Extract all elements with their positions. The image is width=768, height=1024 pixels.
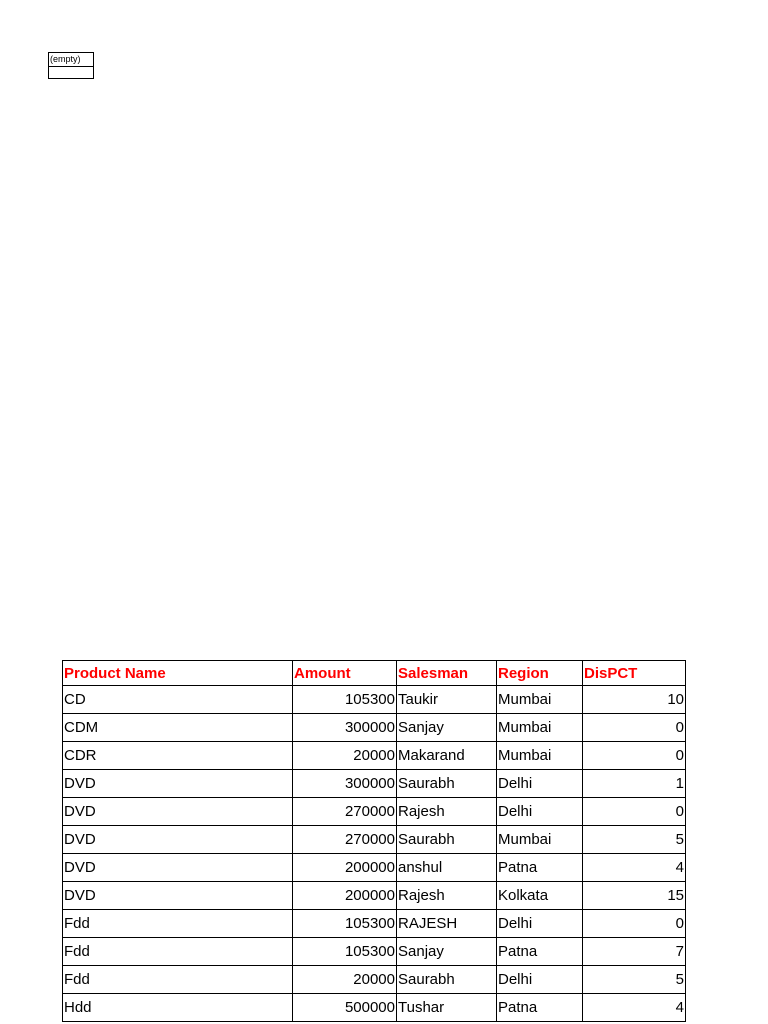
table-row <box>63 714 686 742</box>
cell-salesman[interactable]: Rajesh <box>397 798 497 826</box>
cell-product-name[interactable]: DVD <box>63 798 293 826</box>
cell-amount[interactable]: 105300 <box>293 938 397 966</box>
cell-dispct[interactable]: 1 <box>583 770 686 798</box>
cell-amount[interactable]: 300000 <box>293 714 397 742</box>
cell-dispct[interactable]: 0 <box>583 742 686 770</box>
empty-placeholder-box <box>48 52 94 79</box>
cell-amount[interactable]: 270000 <box>293 798 397 826</box>
header-dispct[interactable]: DisPCT <box>583 661 686 686</box>
header-product-name[interactable]: Product Name <box>63 661 293 686</box>
empty-label: (empty) <box>49 53 93 67</box>
cell-product-name[interactable]: Fdd <box>63 938 293 966</box>
cell-amount[interactable]: 300000 <box>293 770 397 798</box>
cell-dispct[interactable]: 5 <box>583 826 686 854</box>
table-row <box>63 686 686 714</box>
cell-salesman[interactable]: Saurabh <box>397 770 497 798</box>
table-row <box>63 798 686 826</box>
cell-salesman[interactable]: RAJESH <box>397 910 497 938</box>
cell-product-name[interactable]: Fdd <box>63 910 293 938</box>
cell-salesman[interactable]: Makarand <box>397 742 497 770</box>
cell-region[interactable]: Mumbai <box>497 686 583 714</box>
table-row <box>63 882 686 910</box>
cell-amount[interactable]: 20000 <box>293 742 397 770</box>
cell-region[interactable]: Patna <box>497 854 583 882</box>
cell-dispct[interactable]: 10 <box>583 686 686 714</box>
cell-dispct[interactable]: 4 <box>583 994 686 1022</box>
cell-dispct[interactable]: 0 <box>583 910 686 938</box>
cell-amount[interactable]: 20000 <box>293 966 397 994</box>
table-row <box>63 966 686 994</box>
cell-region[interactable]: Mumbai <box>497 714 583 742</box>
cell-region[interactable]: Delhi <box>497 770 583 798</box>
table-row <box>63 938 686 966</box>
cell-product-name[interactable]: DVD <box>63 882 293 910</box>
cell-amount[interactable]: 200000 <box>293 882 397 910</box>
cell-salesman[interactable]: Tushar <box>397 994 497 1022</box>
table-row <box>63 994 686 1022</box>
table-row <box>63 770 686 798</box>
cell-salesman[interactable]: Rajesh <box>397 882 497 910</box>
header-row <box>63 661 686 686</box>
cell-region[interactable]: Delhi <box>497 966 583 994</box>
table-row <box>63 826 686 854</box>
cell-salesman[interactable]: Taukir <box>397 686 497 714</box>
cell-dispct[interactable]: 0 <box>583 798 686 826</box>
cell-dispct[interactable]: 5 <box>583 966 686 994</box>
table-row <box>63 854 686 882</box>
cell-region[interactable]: Delhi <box>497 910 583 938</box>
cell-amount[interactable]: 270000 <box>293 826 397 854</box>
cell-salesman[interactable]: anshul <box>397 854 497 882</box>
cell-region[interactable]: Delhi <box>497 798 583 826</box>
cell-dispct[interactable]: 7 <box>583 938 686 966</box>
cell-region[interactable]: Mumbai <box>497 742 583 770</box>
table-row <box>63 742 686 770</box>
table-row <box>63 910 686 938</box>
cell-amount[interactable]: 200000 <box>293 854 397 882</box>
cell-salesman[interactable]: Saurabh <box>397 966 497 994</box>
cell-region[interactable]: Patna <box>497 938 583 966</box>
cell-region[interactable]: Kolkata <box>497 882 583 910</box>
cell-salesman[interactable]: Saurabh <box>397 826 497 854</box>
cell-product-name[interactable]: Fdd <box>63 966 293 994</box>
cell-region[interactable]: Mumbai <box>497 826 583 854</box>
data-table <box>62 660 686 1022</box>
cell-amount[interactable]: 105300 <box>293 686 397 714</box>
header-salesman[interactable]: Salesman <box>397 661 497 686</box>
cell-product-name[interactable]: CD <box>63 686 293 714</box>
cell-product-name[interactable]: CDR <box>63 742 293 770</box>
cell-product-name[interactable]: DVD <box>63 826 293 854</box>
cell-dispct[interactable]: 0 <box>583 714 686 742</box>
cell-amount[interactable]: 500000 <box>293 994 397 1022</box>
cell-region[interactable]: Patna <box>497 994 583 1022</box>
cell-salesman[interactable]: Sanjay <box>397 938 497 966</box>
header-region[interactable]: Region <box>497 661 583 686</box>
cell-product-name[interactable]: DVD <box>63 770 293 798</box>
cell-product-name[interactable]: DVD <box>63 854 293 882</box>
header-amount[interactable]: Amount <box>293 661 397 686</box>
cell-product-name[interactable]: CDM <box>63 714 293 742</box>
cell-dispct[interactable]: 15 <box>583 882 686 910</box>
cell-amount[interactable]: 105300 <box>293 910 397 938</box>
cell-dispct[interactable]: 4 <box>583 854 686 882</box>
cell-product-name[interactable]: Hdd <box>63 994 293 1022</box>
cell-salesman[interactable]: Sanjay <box>397 714 497 742</box>
